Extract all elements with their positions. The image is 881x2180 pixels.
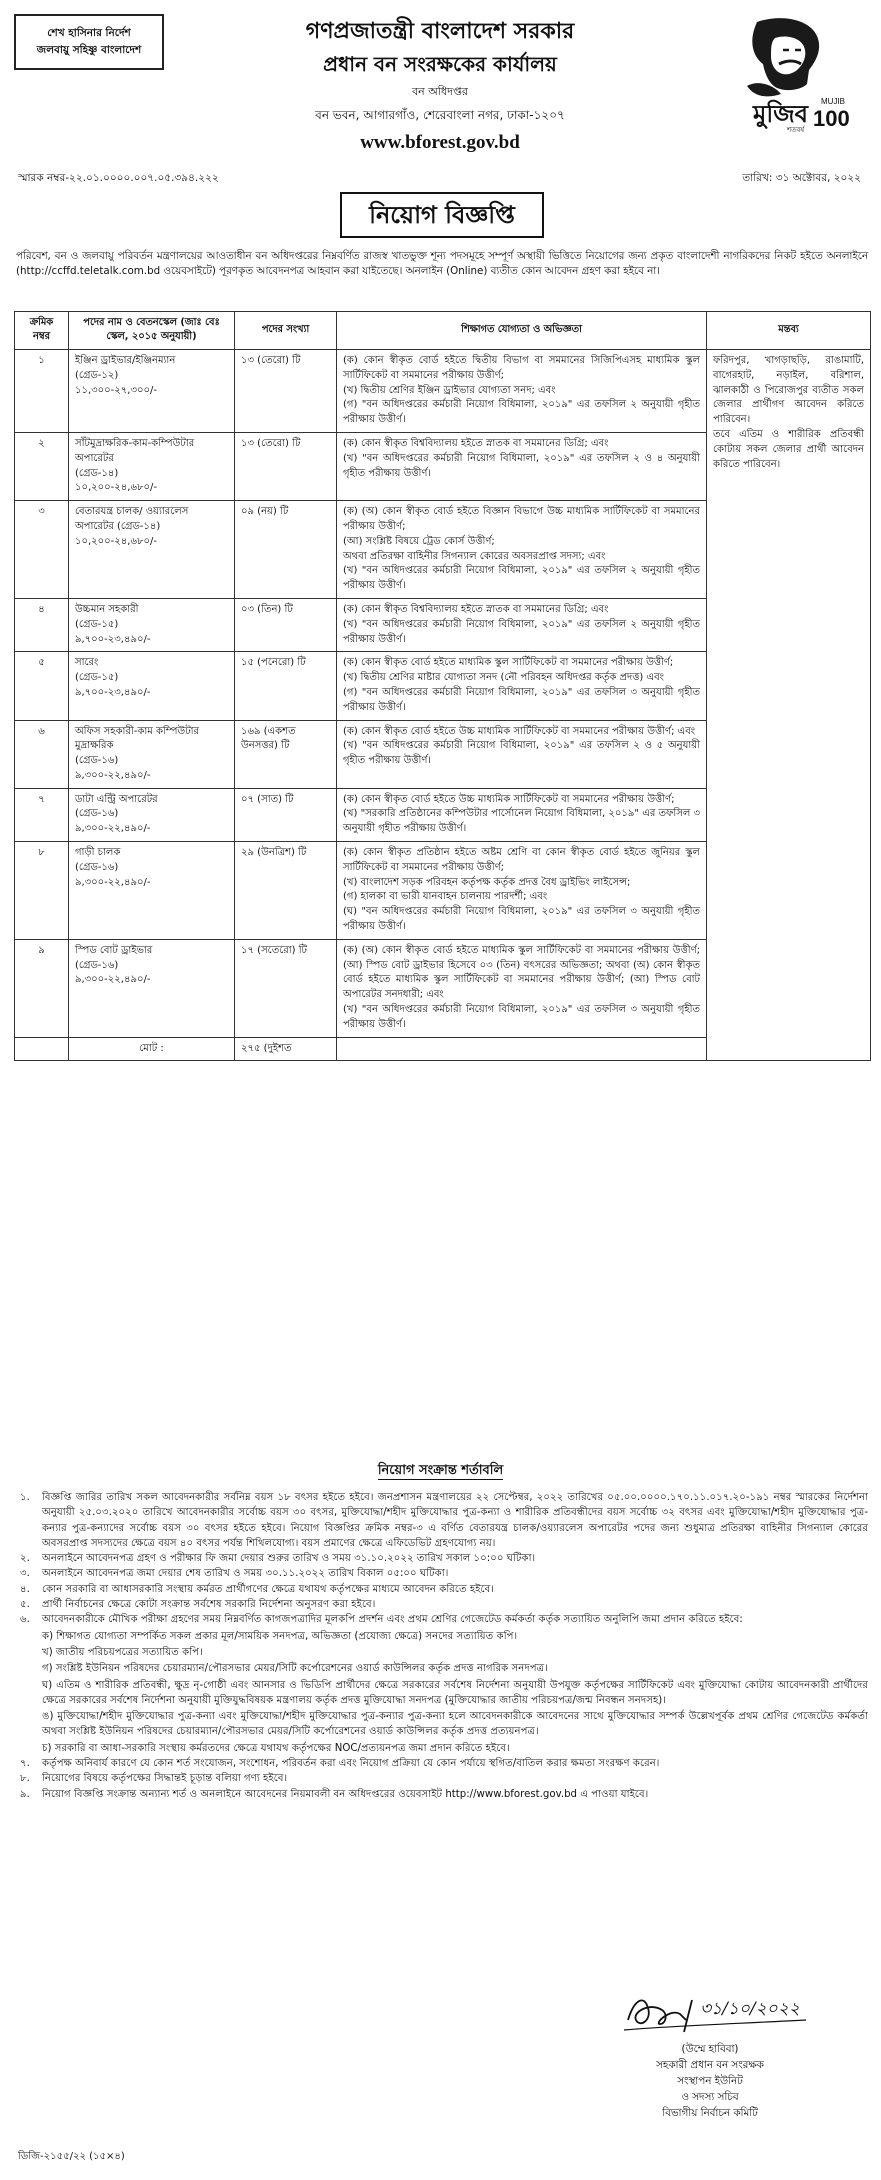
qualification-line: (ক) কোন স্বীকৃত বিশ্ববিদ্যালয় হইতে স্নাতক বা সমমানের ডিগ্রি; এবং (343, 603, 609, 615)
qualification-line: (খ) "সরকারি প্রতিষ্ঠানের কম্পিউটার পার্সোনেল নিয়োগ বিধিমালা, ২০১৯" এর তফসিল ৩ অনুযায়ী গৃহীত পরীক্ষায় উত্তীর্ণ। (343, 808, 700, 835)
term-number: ৫. (20, 1599, 30, 1611)
qualification-line: (ক) কোন স্বীকৃত প্রতিষ্ঠান হইতে অষ্টম শ্রেণি বা কোন স্বীকৃত বোর্ড হইতে জুনিয়র স্কুল সার্টিফিকেট বা সমমানের পরীক্ষায় উত্তীর্ণ; (343, 847, 700, 873)
qualification-line: (ক) কোন স্বীকৃত বোর্ড হইতে উচ্চ মাধ্যমিক সার্টিফিকেট বা সমমানের পরীক্ষায় উত্তীর্ণ; (343, 793, 675, 805)
cell-qualification (337, 939, 707, 1037)
qualification-line: অথবা প্রতিরক্ষা বাহিনীর সিগন্যাল কোরের অবসরপ্রাপ্ত সদস্য; এবং (343, 550, 606, 562)
post-line: ইঞ্জিন ড্রাইভার/ইঞ্জিনম্যান (75, 354, 176, 366)
cell-serial: ৮ (15, 842, 69, 940)
term-body (42, 1787, 868, 1802)
cell-serial: ৪ (15, 598, 69, 651)
cell-serial: ৩ (15, 501, 69, 599)
qualification-line: (গ) "বন অধিদপ্তরের কর্মচারী নিয়োগ বিধিমালা, ২০১৯" এর তফসিল ২ অনুযায়ী গৃহীত পরীক্ষায় উত্তীর্ণ। (343, 399, 700, 426)
qualification-line: (ক) (অ) কোন স্বীকৃত বোর্ড হইতে মাধ্যমিক স্কুল সার্টিফিকেট বা সমমানের পরীক্ষায় উত্তীর্ণ; (আ) স্পিড বোট ড্রাইভার হিসেবে ০৩ (তিন) বৎসরের অভিজ্ঞতা; অথবা (অ) কোন স্বীকৃত বোর্ড হইতে মাধ্যমিক স্কুল সার্টিফিকেট বা সমমানের পরীক্ষায় উত্তীর্ণ; (আ) স্পিড বোট অপারেটর সনদধারী; এবং (343, 944, 700, 1001)
post-line: অফিস সহকারী-কাম কম্পিউটার মুদ্রাক্ষরিক (75, 725, 200, 752)
signature-icon (610, 1980, 810, 2042)
post-line: (গ্রেড-১৫) (75, 618, 119, 630)
term-number: ৭. (20, 1758, 30, 1770)
term-number: ৪. (20, 1583, 30, 1595)
post-line: (গ্রেড-১৪) (75, 467, 119, 479)
post-line: ৯,৩০০-২২,৪৯০/- (75, 769, 151, 781)
cell-post (69, 788, 235, 841)
qualification-line: (খ) বাংলাদেশ সড়ক পরিবহন কর্তৃপক্ষ কর্তৃক প্রদত্ত বৈধ ড্রাইভিং লাইসেন্স; (343, 876, 631, 888)
post-line: ১১,৩০০-২৭,৩০০/- (75, 384, 157, 396)
term-body (42, 1551, 868, 1566)
qualification-line: (খ) "বন অধিদপ্তরের কর্মচারী নিয়োগ বিধিমালা, ২০১৯" এর তফসিল ২ ও ৫ অনুযায়ী গৃহীত পরীক্ষায় উত্তীর্ণ। (343, 740, 700, 767)
term-sub-item: খ) জাতীয় পরিচয়পত্রের সত্যায়িত কপি। (42, 1646, 203, 1658)
vacancy-table (14, 311, 871, 1061)
term-text: নিয়োগের বিষয়ে কর্তৃপক্ষের সিদ্ধান্তই চূড়ান্ত বলিয়া গণ্য হইবে। (42, 1773, 288, 1785)
cell-count: ১৩ (তেরো) টি (235, 349, 337, 432)
list-item (20, 1612, 868, 1756)
signatory-designation-3: ও সদস্য সচিব (681, 2090, 739, 2103)
remark-line: ফরিদপুর, খাগড়াছড়ি, রাঙামাটি, বাগেরহাট, নড়াইল, বরিশাল, ঝালকাঠী ও পিরোজপুর ব্যতীত সকল জেলার প্রার্থীগণ আবেদন করিতে পারিবেন। (713, 354, 864, 426)
cell-count: ০৩ (তিন) টি (235, 598, 337, 651)
cell-post (69, 652, 235, 720)
cell-qualification (337, 842, 707, 940)
cell-post (69, 501, 235, 599)
cell-qualification (337, 349, 707, 432)
term-text: অনলাইনে আবেদনপত্র গ্রহণ ও পরীক্ষার ফি জমা দেয়ার শুরুর তারিখ ও সময় ৩১.১০.২০২২ তারিখ সকাল ১০:০০ ঘটিকা। (42, 1553, 536, 1565)
qualification-line: (খ) "বন অধিদপ্তরের কর্মচারী নিয়োগ বিধিমালা, ২০১৯" এর তফসিল ২ অনুযায়ী গৃহীত পরীক্ষায় উত্তীর্ণ। (343, 618, 700, 645)
qualification-line: (খ) "বন অধিদপ্তরের কর্মচারী নিয়োগ বিধিমালা, ২০১৯" এর তফসিল ২ অনুযায়ী গৃহীত পরীক্ষায় উত্তীর্ণ। (343, 565, 700, 592)
qualification-line: (গ) হালকা বা ভারী যানবাহন চালনায় পারদর্শী; এবং (343, 891, 548, 903)
term-number: ৬. (20, 1614, 30, 1626)
term-body (42, 1582, 868, 1597)
signatory-designation-1: সহকারী প্রধান বন সংরক্ষক (656, 2058, 764, 2071)
term-sub-item: গ) সংশ্লিষ্ট ইউনিয়ন পরিষদের চেয়ারম্যান/পৌরসভার মেয়র/সিটি কর্পোরেশনের ওয়ার্ড কাউন্সিলর কর্তৃক প্রদত্ত নাগরিক সনদপত্র। (42, 1663, 548, 1675)
issue-date: তারিখ: ৩১ অক্টোবর, ২০২২ (742, 172, 861, 184)
intro-paragraph: পরিবেশ, বন ও জলবায়ু পরিবর্তন মন্ত্রণালয়ের আওতাধীন বন অধিদপ্তরের নিম্নবর্ণিত রাজস্ব খাতভুক্ত শূন্য পদসমূহে সম্পূর্ণ অস্থায়ী ভিত্তিতে নিয়োগের জন্য প্রকৃত বাংলাদেশী নাগরিকদের নিকট হইতে অনলাইনে (http://ccffd.teletalk.com.bd ওয়েবসাইটে) পূরণকৃত আবেদনপত্র আহবান করা যাইতেছে। অনলাইন (Online) ব্যতীত কোন আবেদন গ্রহণ করা হইবে না। (16, 250, 868, 278)
office-address: বন ভবন, আগারগাঁও, শেরেবাংলা নগর, ঢাকা-১২০৭ (315, 108, 565, 122)
cell-count: ১৩ (তেরো) টি (235, 432, 337, 500)
list-item (20, 1756, 868, 1771)
signature-block (560, 1980, 860, 2122)
header-post: পদের নাম ও বেতনস্কেল (জাঃ বেঃ স্কেল, ২০১৫ অনুযায়ী) (69, 312, 235, 350)
list-item (20, 1551, 868, 1566)
cell-post (69, 720, 235, 788)
header-serial: ক্রমিক নম্বর (15, 312, 69, 350)
cell-serial: ৫ (15, 652, 69, 720)
cell-post (69, 432, 235, 500)
office-name: প্রধান বন সংরক্ষকের কার্যালয় (323, 52, 557, 76)
table-row (15, 349, 871, 432)
post-line: (গ্রেড-১৬) (75, 808, 119, 820)
term-text: আবেদনকারীকে মৌখিক পরীক্ষা গ্রহণের সময় নিম্নবর্ণিত কাগজপত্রাদির মূলকপি প্রদর্শন এবং প্রথম শ্রেণির গেজেটেড কর্মকর্তা কর্তৃক সত্যায়িত অনুলিপি জমা প্রদান করিতে হইবে: (42, 1614, 743, 1626)
cell-qualification (337, 788, 707, 841)
post-line: (গ্রেড-১২) (75, 369, 119, 381)
post-line: ৯,৭০০-২৩,৪৯০/- (75, 633, 151, 645)
term-text: অনলাইনে আবেদনপত্র জমা দেয়ার শেষ তারিখ ও সময় ৩০.১১.২০২২ তারিখ বিকাল ০৫:০০ ঘটিকা। (42, 1568, 449, 1580)
cell-serial: ৯ (15, 939, 69, 1037)
portrait-icon (747, 18, 819, 96)
cell-serial: ৭ (15, 788, 69, 841)
cell-qualification (337, 720, 707, 788)
website-link[interactable]: www.bforest.gov.bd (360, 132, 520, 153)
term-number: ৮. (20, 1773, 30, 1785)
term-body (42, 1756, 868, 1771)
term-sub-item: ঙ) মুক্তিযোদ্ধা/শহীদ মুক্তিযোদ্ধার পুত্র-কন্যা এবং মুক্তিযোদ্ধা/শহীদ মুক্তিযোদ্ধার পুত্র-কন্যার পুত্র-কন্যা হলে আবেদনকারীকে আবেদনের সাথে মুক্তিযোদ্ধার সম্পর্ক উল্লেখপূর্বক প্রথম শ্রেণির গেজেটেড কর্মকর্তা অথবা সংশ্লিষ্ট ইউনিয়ন পরিষদের চেয়ারম্যান/পৌরসভার মেয়র/সিটি কর্পোরেশনের ওয়ার্ড কাউন্সিলর কর্তৃক প্রদত্ত প্রত্যয়নপত্র। (42, 1711, 868, 1738)
qualification-line: (ঘ) "বন অধিদপ্তরের কর্মচারী নিয়োগ বিধিমালা, ২০১৯" এর তফসিল ৩ অনুযায়ী গৃহীত পরীক্ষায় উত্তীর্ণ। (343, 906, 700, 933)
govt-name: গণপ্রজাতন্ত্রী বাংলাদেশ সরকার (305, 18, 575, 44)
total-count: ২৭৫ (দুইশত (235, 1037, 337, 1061)
page-title: নিয়োগ বিজ্ঞপ্তি (340, 192, 544, 238)
post-line: ডাটা এন্ট্রি অপারেটর (75, 793, 158, 805)
remark-line: তবে এতিম ও শারীরিক প্রতিবন্ধী কোটায় সকল জেলার প্রার্থী আবেদন করিতে পারিবেন। (713, 428, 864, 470)
terms-title (0, 1462, 881, 1480)
logo-name: মুজিব (753, 99, 809, 128)
cell-serial: ২ (15, 432, 69, 500)
post-line: (গ্রেড-১৬) (75, 959, 119, 971)
post-line: ৯,৩০০-২২,৪৯০/- (75, 876, 151, 888)
total-label: মোট : (69, 1037, 235, 1061)
post-line: স্পিড বোট ড্রাইভার (75, 944, 153, 956)
term-number: ৩. (20, 1568, 30, 1580)
list-item (20, 1490, 868, 1551)
term-text: কর্তৃপক্ষ অনিবার্য কারণে যে কোন শর্ত সংযোজন, সংশোধন, পরিবর্তন করা এবং নিয়োগ প্রক্রিয়া যে কোন পর্যায়ে স্থগিত/বাতিল করার ক্ষমতা সংরক্ষণ করেন। (42, 1758, 660, 1770)
cell-count: ২৯ (উনত্রিশ) টি (235, 842, 337, 940)
logo-number: 100 (813, 106, 850, 131)
post-line: সাঁটমুদ্রাক্ষরিক-কাম-কম্পিউটার অপারেটর (75, 437, 195, 464)
cell-qualification (337, 501, 707, 599)
cell-qualification (337, 652, 707, 720)
qualification-line: (ক) কোন স্বীকৃত বিশ্ববিদ্যালয় হইতে স্নাতক বা সমমানের ডিগ্রি; এবং (343, 437, 609, 449)
qualification-line: (আ) সংশ্লিষ্ট বিষয়ে ট্রেড কোর্স উত্তীর্ণ; (343, 535, 495, 547)
qualification-line: (খ) দ্বিতীয় শ্রেণির মাষ্টার যোগ্যতা সনদ (নৌ পরিবহন অধিদপ্তর কর্তৃক প্রদত্ত) এবং (343, 672, 664, 684)
qualification-line: (ক) কোন স্বীকৃত বোর্ড হইতে মাধ্যমিক স্কুল সার্টিফিকেট বা সমমানের পরীক্ষায় উত্তীর্ণ; (343, 657, 674, 669)
logo-text-en: MUJIB (821, 97, 845, 106)
post-line: সারেং (75, 657, 99, 669)
list-item (20, 1597, 868, 1612)
cell-qualification (337, 598, 707, 651)
terms-title-text: নিয়োগ সংক্রান্ত শর্তাবলি (377, 1463, 504, 1478)
cell-post (69, 349, 235, 432)
term-number: ২. (20, 1553, 30, 1565)
qualification-line: (ক) কোন স্বীকৃত বোর্ড হইতে উচ্চ মাধ্যমিক সার্টিফিকেট বা সমমানের পরীক্ষায় উত্তীর্ণ; এবং (343, 725, 696, 737)
header-qualification: শিক্ষাগত যোগ্যতা ও অভিজ্ঞতা (337, 312, 707, 350)
term-sub-item: ঘ) এতিম ও শারীরিক প্রতিবন্ধী, ক্ষুদ্র নৃ-গোষ্ঠী এবং আনসার ও ভিডিপি প্রার্থীদের ক্ষেত্রে সরকারের সর্বশেষ নির্দেশনা অনুযায়ী উপযুক্ত কর্তৃপক্ষের সার্টিফিকেট এবং মুক্তিযোদ্ধা কোটায় আবেদনকারী প্রার্থীদের ক্ষেত্রে সরকারের সর্বশেষ নির্দেশনা অনুযায়ী মুক্তিযুদ্ধবিষয়ক মন্ত্রণালয় কর্তৃক প্রদত্ত মুক্তিযোদ্ধা সনদপত্র (মুক্তিযোদ্ধার জাতীয় পরিচয়পত্র/জন্ম নিবন্ধন সনদসহ)। (42, 1679, 868, 1706)
cell-count: ১৭ (সতেরো) টি (235, 939, 337, 1037)
post-line: ৯,৭০০-২৩,৪৯০/- (75, 686, 151, 698)
cell-empty (15, 1037, 69, 1061)
qualification-line: (খ) "বন অধিদপ্তরের কর্মচারী নিয়োগ বিধিমালা, ২০১৯" এর তফসিল ৩ অনুযায়ী গৃহীত পরীক্ষায় উত্তীর্ণ। (343, 1004, 700, 1030)
qualification-line: (গ) "বন অধিদপ্তরের কর্মচারী নিয়োগ বিধিমালা, ২০১৯" এর তফসিল ৩ অনুযায়ী গৃহীত পরীক্ষায় উত্তীর্ণ। (343, 686, 700, 713)
term-text: বিজ্ঞপ্তি জারির তারিখ সকল আবেদনকারীর সর্বনিম্ন বয়স ১৮ বৎসর হইতে হইবে। জনপ্রশাসন মন্ত্রণালয়ের ২২ সেপ্টেম্বর, ২০২২ তারিখের ০৫.০০.০০০০.১৭০.১১.০১৭.২০-১৯১ নম্বর স্মারকের নির্দেশনা অনুযায়ী ২৫.০৩.২০২০ তারিখে আবেদনকারীর সর্বোচ্চ বয়স ৩০ বৎসর, মুক্তিযোদ্ধা/শহীদ মুক্তিযোদ্ধার পুত্র-কন্যা ও শারীরিক প্রতিবন্ধীদের বয়স সর্বোচ্চ ৩২ বৎসর এবং মুক্তিযোদ্ধা/শহীদ মুক্তিযোদ্ধার পুত্র-কন্যার পুত্র-কন্যাদের সর্বোচ্চ বয়স ৩০ বৎসর হইতে হইবে। নিয়োগ বিজ্ঞপ্তির ক্রমিক নম্বর-৩ এ বর্ণিত বেতারযন্ত্র চালক/ওয়্যারলেস অপারেটর পদের জন্য শুধুমাত্র প্রতিরক্ষা বাহিনীর সিগন্যাল কোরের অবসরপ্রাপ্ত সদস্যদের ক্ষেত্রে বয়স ৪০ বৎসর পর্যন্ত শিথিলযোগ্য। বয়স প্রমাণের ক্ষেত্রে এফিডেভিট গ্রহণযোগ্য নয়। (42, 1492, 868, 1549)
cell-count: ০৭ (সাত) টি (235, 788, 337, 841)
signatory-designation-4: বিভাগীয় নির্বাচন কমিটি (662, 2106, 758, 2119)
term-number: ৯. (20, 1788, 30, 1800)
terms-list (20, 1490, 868, 1802)
term-body (42, 1612, 868, 1756)
header-count: পদের সংখ্যা (235, 312, 337, 350)
cell-serial: ৬ (15, 720, 69, 788)
post-line: ৯,৩০০-২২,৪৯০/- (75, 823, 151, 835)
cell-qualification (337, 432, 707, 500)
cell-post (69, 939, 235, 1037)
cell-empty (337, 1037, 707, 1061)
cell-serial: ১ (15, 349, 69, 432)
slogan-box (14, 14, 164, 70)
term-body (42, 1490, 868, 1551)
mujib-100-logo (717, 14, 867, 134)
qualification-line: (ক) কোন স্বীকৃত বোর্ড হইতে দ্বিতীয় বিভাগ বা সমমানের সিজিপিএসহ মাধ্যমিক স্কুল সার্টিফিকেট বা সমমানের পরীক্ষায় উত্তীর্ণ; (343, 354, 700, 381)
list-item (20, 1787, 868, 1802)
logo-sub: শতবর্ষ (787, 126, 805, 134)
post-line: (গ্রেড-১৬) (75, 755, 119, 767)
post-line: ১০,২০০-২৪,৬৮০/- (75, 535, 157, 547)
cell-post (69, 842, 235, 940)
post-line: (গ্রেড-১৫) (75, 672, 119, 684)
slogan-line-2: জলবায়ু সহিষ্ণু বাংলাদেশ (36, 44, 142, 56)
qualification-line: (খ) দ্বিতীয় শ্রেণির ইঞ্জিন ড্রাইভার যোগ্যতা সনদ; এবং (343, 384, 556, 396)
memo-number: স্মারক নম্বর-২২.০১.০০০০.০০৭.০৫.৩৯৪.২২২ (18, 172, 219, 184)
list-item (20, 1771, 868, 1786)
term-body (42, 1597, 868, 1612)
term-text: কোন সরকারি বা আধাসরকারি সংস্থায় কর্মরত প্রার্থীগণের ক্ষেত্রে যথাযথ কর্তৃপক্ষের মাধ্যমে আবেদন করিতে হইবে। (42, 1583, 494, 1595)
signatory-name: (উম্মে হাবিবা) (681, 2043, 739, 2055)
cell-count: ১৫ (পনেরো) টি (235, 652, 337, 720)
list-item (20, 1582, 868, 1597)
term-body (42, 1566, 868, 1581)
post-line: উচ্চমান সহকারী (75, 603, 139, 615)
list-item (20, 1566, 868, 1581)
signature-date: ৩১/১০/২০২২ (700, 1999, 800, 2019)
term-text: প্রার্থী নির্বাচনের ক্ষেত্রে কোটা সংক্রান্ত সর্বশেষ সরকারি নির্দেশনা অনুসরণ করা হইবে। (42, 1599, 376, 1611)
department-name: বন অধিদপ্তর (412, 85, 468, 98)
term-sub-item: ক) শিক্ষাগত যোগ্যতা সম্পর্কিত সকল প্রকার মূল/সাময়িক সনদপত্র, অভিজ্ঞতা (প্রযোজ্য ক্ষেত্রে) সনদের সত্যায়িত কপি। (42, 1630, 518, 1642)
cell-count: ০৯ (নয়) টি (235, 501, 337, 599)
qualification-line: (ক) (অ) কোন স্বীকৃত বোর্ড হইতে বিজ্ঞান বিভাগে উচ্চ মাধ্যমিক সার্টিফিকেট বা সমমানের পরীক্ষায় উত্তীর্ণ; (343, 506, 700, 532)
header-remark: মন্তব্য (707, 312, 871, 350)
slogan-line-1: শেখ হাসিনার নির্দেশ (47, 27, 131, 40)
cell-count: ১৬৯ (একশত উনসত্তর) টি (235, 720, 337, 788)
term-text: নিয়োগ বিজ্ঞপ্তি সংক্রান্ত অন্যান্য শর্ত ও অনলাইনে আবেদনের নিয়মাবলী বন অধিদপ্তরের ওয়েবসাইট http://www.bforest.gov.bd এ পাওয়া যাইবে। (42, 1788, 649, 1800)
post-line: ১০,২০০-২৪,৬৮০/- (75, 482, 157, 494)
post-line: গাড়ী চালক (75, 847, 121, 859)
term-body (42, 1771, 868, 1786)
cell-post (69, 598, 235, 651)
post-line: বেতারযন্ত্র চালক/ ওয়্যারলেস অপারেটর (গ্রেড-১৪) (75, 506, 189, 532)
cell-remark (707, 349, 871, 1060)
signatory-designation-2: সংস্থাপন ইউনিট (677, 2074, 743, 2087)
footer-code: ডিজি-২১৫৫/২২ (১৫×৪) (18, 2151, 125, 2162)
qualification-line: (খ) "বন অধিদপ্তরের কর্মচারী নিয়োগ বিধিমালা, ২০১৯" এর তফসিল ২ ও ৪ অনুযায়ী গৃহীত পরীক্ষায় উত্তীর্ণ। (343, 452, 700, 479)
term-number: ১. (20, 1492, 30, 1503)
post-line: (গ্রেড-১৬) (75, 861, 119, 873)
term-sub-item: চ) সরকারি বা আধা-সরকারি সংস্থায় কর্মরতদের ক্ষেত্রে যথাযথ কর্তৃপক্ষের NOC/প্রত্যয়নপত্র জমা প্রদান করিতে হইবে। (42, 1742, 510, 1754)
table-header-row (15, 312, 871, 350)
post-line: ৯,৩০০-২২,৪৯০/- (75, 974, 151, 986)
